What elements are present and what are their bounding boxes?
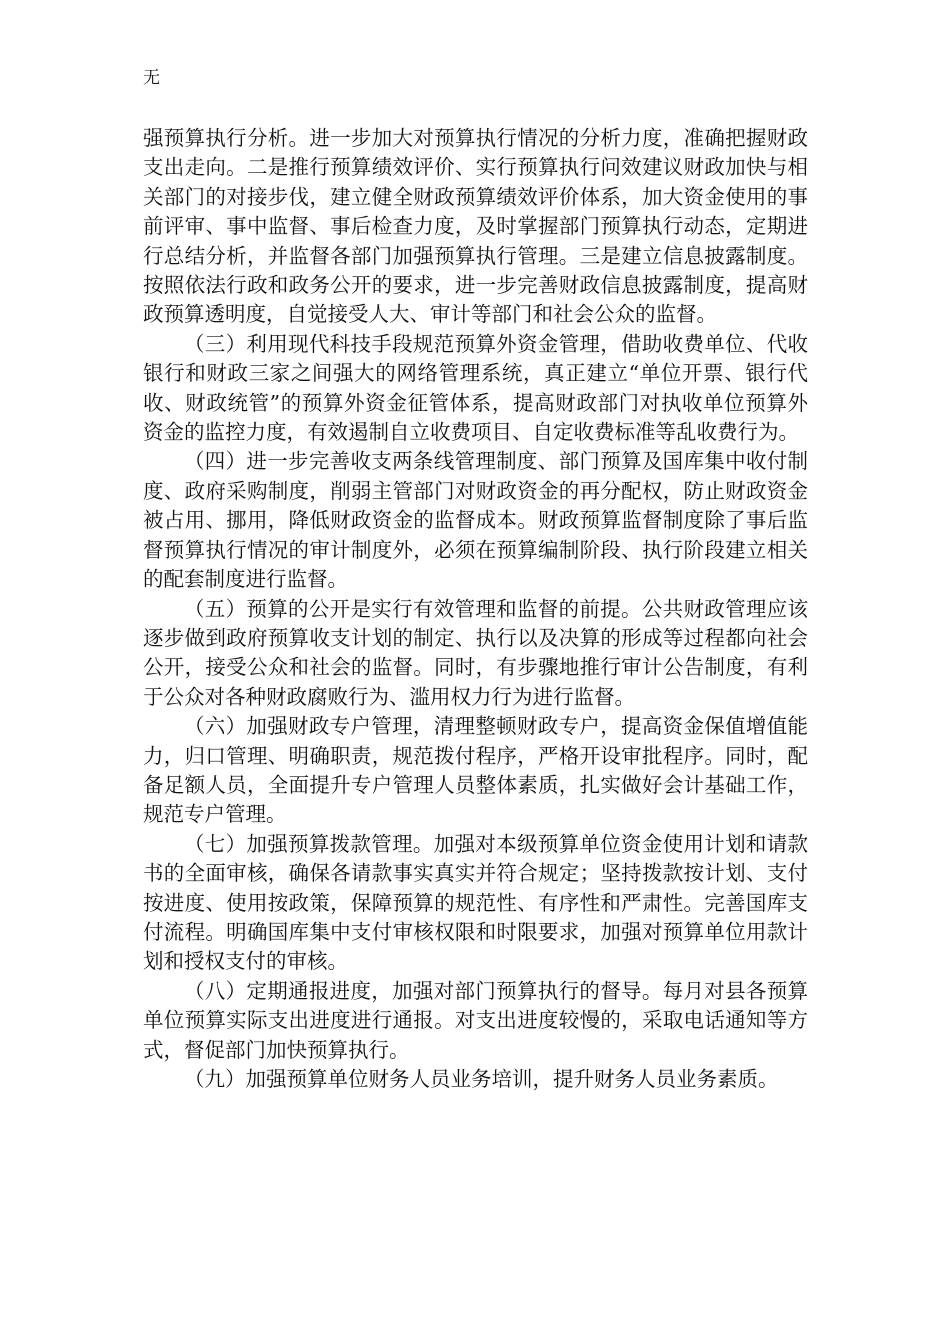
paragraph-item-9: （九）加强预算单位财务人员业务培训，提升财务人员业务素质。 (184, 1067, 779, 1091)
paragraph-item-8: （八）定期通报进度，加强对部门预算执行的督导。每月对县各预算单位预算实际支出进度进行通报。对支出进度较慢的，采取电话通知等方式，督促部门加快预算执行。 (143, 978, 808, 1062)
paragraph-item-3: （三）利用现代科技手段规范预算外资金管理，借助收费单位、代收银行和财政三家之间强大的网络管理系统，真正建立“单位开票、银行代收、财政统管”的预算外资金征管体系，提高财政部门对执收单位预算外资金的监控力度，有效遏制自立收费项目、自定收费标准等乱收费行为。 (143, 331, 808, 445)
paragraph-item-4: （四）进一步完善收支两条线管理制度、部门预算及国库集中收付制度、政府采购制度，削弱主管部门对财政资金的再分配权，防止财政资金被占用、挪用，降低财政资金的监督成本。财政预算监督制度除了事后监督预算执行情况的审计制度外，必须在预算编制阶段、执行阶段建立相关的配套制度进行监督。 (143, 449, 808, 592)
paragraph-item-5: （五）预算的公开是实行有效管理和监督的前提。公共财政管理应该逐步做到政府预算收支计划的制定、执行以及决算的形成等过程都向社会公开，接受公众和社会的监督。同时，有步骤地推行审计公告制度，有利于公众对各种财政腐败行为、滥用权力行为进行监督。 (143, 596, 808, 709)
paragraph-item-7: （七）加强预算拨款管理。加强对本级预算单位资金使用计划和请款书的全面审核，确保各请款事实真实并符合规定；坚持拨款按计划、支付按进度、使用按政策，保障预算的规范性、有序性和严肃性。完善国库支付流程。明确国库集中支付审核权限和时限要求，加强对预算单位用款计划和授权支付的审核。 (143, 831, 808, 974)
page-header-mark: 无 (143, 68, 160, 88)
document-body (143, 124, 808, 1094)
paragraph-item-6: （六）加强财政专户管理，清理整顿财政专户，提高资金保值增值能力，归口管理、明确职责，规范拨付程序，严格开设审批程序。同时，配备足额人员，全面提升专户管理人员整体素质，扎实做好会计基础工作，规范专户管理。 (143, 714, 808, 827)
paragraph-continuation: 强预算执行分析。进一步加大对预算执行情况的分析力度，准确把握财政支出走向。二是推行预算绩效评价、实行预算执行问效建议财政加快与相关部门的对接步伐，建立健全财政预算绩效评价体系，加大资金使用的事前评审、事中监督、事后检查力度，及时掌握部门预算执行动态，定期进行总结分析，并监督各部门加强预算执行管理。三是建立信息披露制度。按照依法行政和政务公开的要求，进一步完善财政信息披露制度，提高财政预算透明度，自觉接受人大、审计等部门和社会公众的监督。 (143, 126, 808, 327)
